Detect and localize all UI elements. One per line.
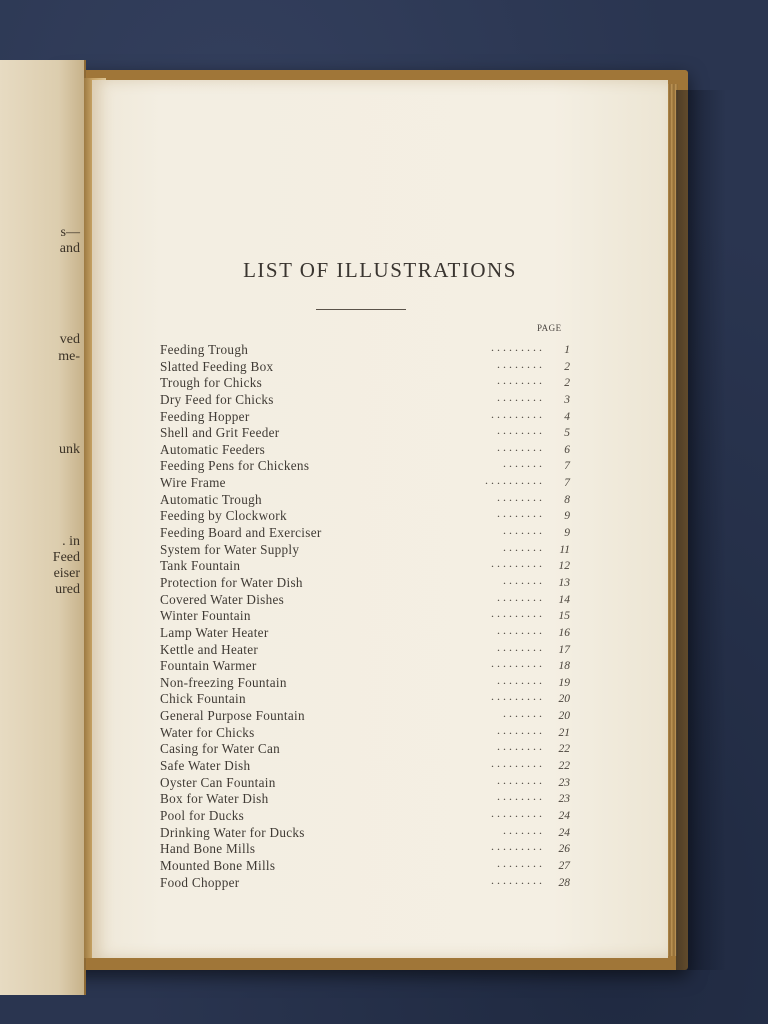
leader-dots: . . . . . . . . [497, 672, 542, 687]
left-page-text-fragment: unk [59, 442, 80, 457]
entry-page-number: 24 [558, 826, 570, 839]
leader-dots: . . . . . . . [503, 706, 542, 721]
entry-label: Chick Fountain [160, 691, 246, 707]
entry-page-number: 2 [564, 360, 570, 373]
leader-dots: . . . . . . . [503, 456, 542, 471]
entry-page-number: 23 [558, 793, 570, 806]
leader-dots: . . . . . . . . . . [485, 473, 542, 488]
entry-label: Slatted Feeding Box [160, 358, 274, 374]
entry-label: Trough for Chicks [160, 375, 263, 391]
entry-label: Hand Bone Mills [160, 841, 256, 857]
entry-page-number: 22 [558, 760, 570, 773]
entry-label: Mounted Bone Mills [160, 857, 276, 873]
entry-label: Winter Fountain [160, 608, 251, 624]
leader-dots: . . . . . . . . [497, 389, 542, 404]
entry-page-number: 13 [558, 576, 570, 589]
leader-dots: . . . . . . . . . [491, 606, 542, 621]
entry-label: Drinking Water for Ducks [160, 824, 305, 840]
leader-dots: . . . . . . . . . [491, 340, 542, 354]
entry-page-number: 20 [558, 693, 570, 706]
entry-label: Dry Feed for Chicks [160, 391, 274, 407]
leader-dots: . . . . . . . . [497, 506, 542, 521]
entry-label: Water for Chicks [160, 724, 255, 740]
entry-page-number: 8 [564, 493, 570, 506]
entry-page-number: 7 [564, 460, 570, 473]
entry-label: Automatic Feeders [160, 441, 266, 457]
leader-dots: . . . . . . . . [497, 373, 542, 388]
entry-page-number: 24 [558, 809, 570, 822]
left-page-text-fragment: s— [60, 225, 80, 240]
leader-dots: . . . . . . . . . [491, 805, 542, 820]
entry-page-number: 28 [558, 876, 570, 889]
entry-page-number: 15 [558, 610, 570, 623]
leader-dots: . . . . . . . . [497, 439, 542, 454]
leader-dots: . . . . . . . . [497, 855, 542, 870]
entry-page-number: 9 [564, 527, 570, 540]
entry-page-number: 7 [564, 477, 570, 490]
entry-page-number: 4 [564, 410, 570, 423]
entry-label: General Purpose Fountain [160, 708, 305, 724]
title-rule [316, 309, 406, 310]
entry-label: Casing for Water Can [160, 741, 281, 757]
page-title: LIST OF ILLUSTRATIONS [243, 258, 517, 282]
entry-page-number: 16 [558, 626, 570, 639]
entry-page-number: 26 [558, 843, 570, 856]
entry-page-number: 2 [564, 377, 570, 390]
left-page-text-fragment: Feed [52, 550, 80, 565]
entry-label: Shell and Grit Feeder [160, 425, 280, 441]
entry-label: Protection for Water Dish [160, 574, 303, 590]
entry-label: Wire Frame [160, 475, 226, 491]
leader-dots: . . . . . . . . . [491, 839, 542, 854]
entry-page-number: 21 [558, 726, 570, 739]
leader-dots: . . . . . . . . . [491, 872, 542, 887]
entry-page-number: 12 [558, 560, 570, 573]
leader-dots: . . . . . . . . . [491, 756, 542, 771]
left-page-text-fragment: eiser [53, 566, 80, 581]
left-page-text-fragment: . in [62, 534, 80, 549]
leader-dots: . . . . . . . . [497, 423, 542, 438]
page-column-label: PAGE [537, 323, 562, 333]
entry-page-number: 23 [558, 776, 570, 789]
leader-dots: . . . . . . . . [497, 772, 542, 787]
entry-label: Feeding Hopper [160, 408, 250, 424]
entry-label: Food Chopper [160, 874, 240, 890]
leader-dots: . . . . . . . . [497, 622, 542, 637]
entry-page-number: 27 [558, 859, 570, 872]
entry-label: Safe Water Dish [160, 758, 251, 774]
leader-dots: . . . . . . . [503, 523, 542, 538]
entry-label: Feeding Pens for Chickens [160, 458, 310, 474]
entry-page-number: 19 [558, 676, 570, 689]
leader-dots: . . . . . . . . . [491, 689, 542, 704]
entry-label: System for Water Supply [160, 541, 300, 557]
entry-label: Kettle and Heater [160, 641, 259, 657]
leader-dots: . . . . . . . . [497, 489, 542, 504]
entry-label: Fountain Warmer [160, 658, 257, 674]
book-shadow [676, 90, 726, 970]
left-page-text-fragment: me- [58, 349, 80, 364]
entry-page-number: 17 [558, 643, 570, 656]
entry-label: Box for Water Dish [160, 791, 269, 807]
entry-page-number: 3 [564, 393, 570, 406]
leader-dots: . . . . . . . . . [491, 656, 542, 671]
entry-label: Feeding by Clockwork [160, 508, 287, 524]
entry-page-number: 6 [564, 443, 570, 456]
entry-label: Covered Water Dishes [160, 591, 285, 607]
leader-dots: . . . . . . . . [497, 356, 542, 371]
entry-page-number: 11 [559, 543, 570, 556]
entry-page-number: 22 [558, 743, 570, 756]
leader-dots: . . . . . . . [503, 822, 542, 837]
entry-label: Pool for Ducks [160, 807, 245, 823]
entry-label: Non-freezing Fountain [160, 674, 287, 690]
leader-dots: . . . . . . . . [497, 722, 542, 737]
entry-label: Lamp Water Heater [160, 624, 269, 640]
leader-dots: . . . . . . . . [497, 589, 542, 604]
entry-page-number: 18 [558, 660, 570, 673]
list-item [158, 872, 570, 892]
entry-page-number: 1 [564, 344, 570, 356]
leader-dots: . . . . . . . . [497, 739, 542, 754]
entry-label: Tank Fountain [160, 558, 241, 574]
leader-dots: . . . . . . . [503, 572, 542, 587]
entry-page-number: 14 [558, 593, 570, 606]
entry-label: Automatic Trough [160, 491, 262, 507]
entry-label: Oyster Can Fountain [160, 774, 276, 790]
leader-dots: . . . . . . . . [497, 789, 542, 804]
entry-page-number: 9 [564, 510, 570, 523]
entry-page-number: 5 [564, 427, 570, 440]
left-page [0, 60, 86, 995]
left-page-text-fragment: and [59, 241, 80, 256]
entry-label: Feeding Trough [160, 342, 249, 357]
entry-page-number: 20 [558, 710, 570, 723]
entry-label: Feeding Board and Exerciser [160, 525, 322, 541]
leader-dots: . . . . . . . [503, 539, 542, 554]
leader-dots: . . . . . . . . . [491, 406, 542, 421]
left-page-text-fragment: ured [55, 582, 80, 597]
leader-dots: . . . . . . . . [497, 639, 542, 654]
illustrations-list [158, 342, 570, 891]
leader-dots: . . . . . . . . . [491, 556, 542, 571]
left-page-text-fragment: ved [59, 332, 80, 347]
